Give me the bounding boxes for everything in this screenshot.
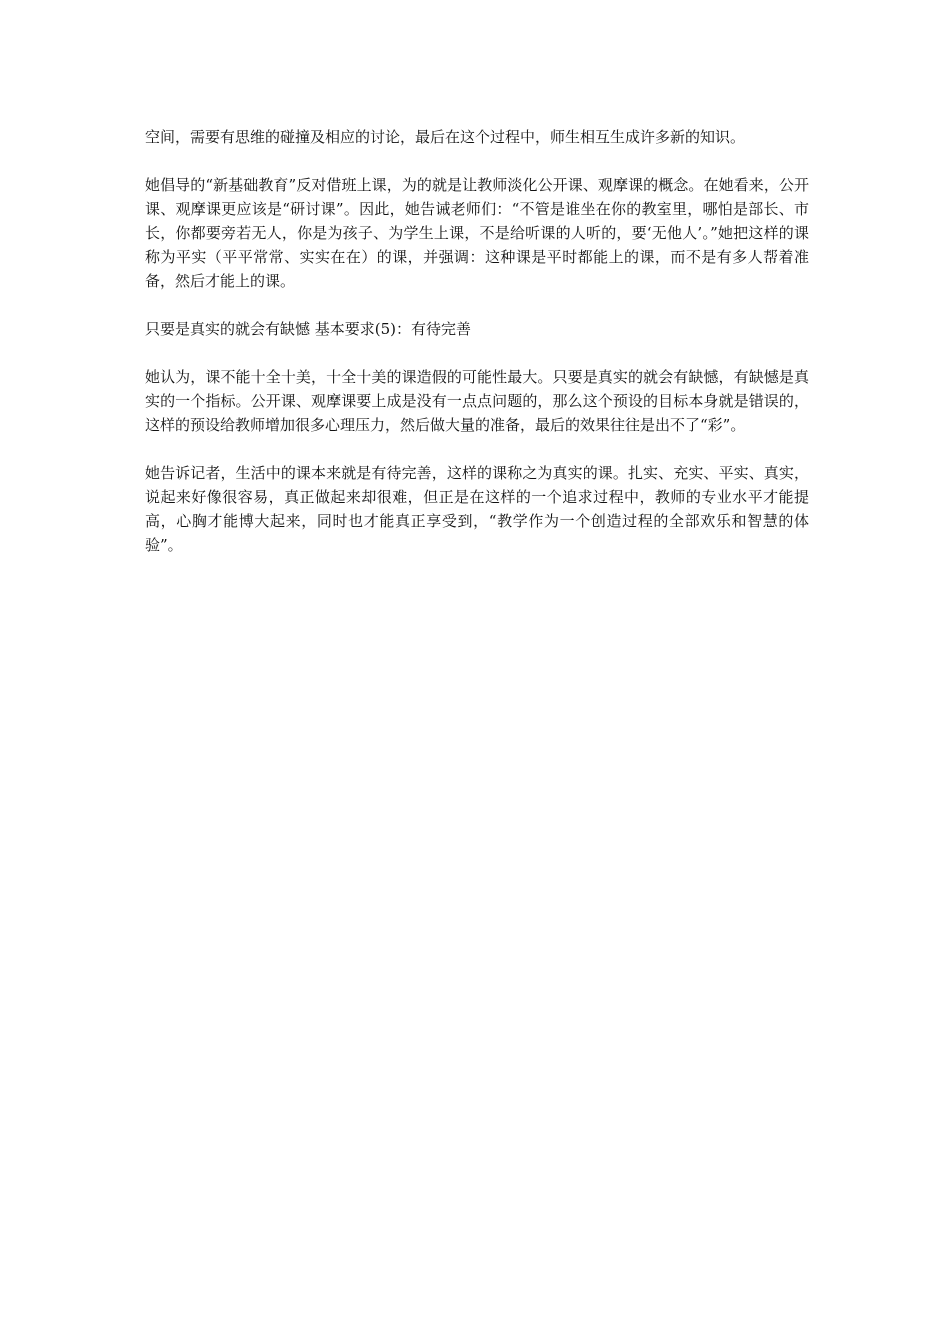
section-heading: 只要是真实的就会有缺憾 基本要求(5)：有待完善 <box>145 320 472 338</box>
paragraph-real-lessons: 她告诉记者，生活中的课本来就是有待完善，这样的课称之为真实的课。扎实、充实、平实、真实，说起来好像很容易，真正做起来却很难，但正是在这样的一个追求过程中，教师的专业水平才能提高，心胸才能博大起来，同时也才能真正享受到，“教学作为一个创造过程的全部欢乐和智慧的体验”。 <box>145 464 809 554</box>
document-body <box>145 125 809 581</box>
paragraph-public-lessons: 她倡导的“新基础教育”反对借班上课，为的就是让教师淡化公开课、观摩课的概念。在她看来，公开课、观摩课更应该是“研讨课”。因此，她告诫老师们：“不管是谁坐在你的教室里，哪怕是部长、市长，你都要旁若无人，你是为孩子、为学生上课，不是给听课的人听的，要‘无他人’。”她把这样的课称为平实（平平常常、实实在在）的课，并强调：这种课是平时都能上的课，而不是有多人帮着准备，然后才能上的课。 <box>145 176 809 290</box>
paragraph-continuation: 空间，需要有思维的碰撞及相应的讨论，最后在这个过程中，师生相互生成许多新的知识。 <box>145 128 746 146</box>
paragraph-imperfection: 她认为，课不能十全十美，十全十美的课造假的可能性最大。只要是真实的就会有缺憾，有缺憾是真实的一个指标。公开课、观摩课要上成是没有一点点问题的，那么这个预设的目标本身就是错误的，这样的预设给教师增加很多心理压力，然后做大量的准备，最后的效果往往是出不了“彩”。 <box>145 368 809 434</box>
